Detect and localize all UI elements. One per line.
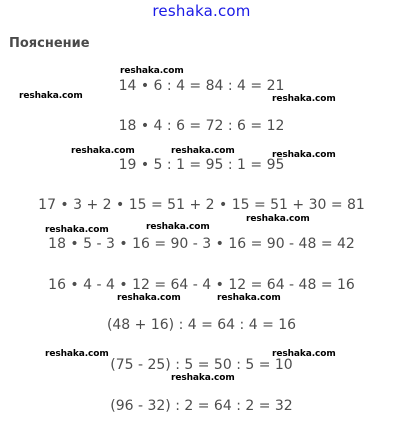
- watermark: reshaka.com: [146, 222, 210, 232]
- equation-7: (48 + 16) : 4 = 64 : 4 = 16: [106, 317, 297, 333]
- watermark: reshaka.com: [272, 94, 336, 104]
- equation-4: 17 • 3 + 2 • 15 = 51 + 2 • 15 = 51 + 30 = 81: [38, 197, 365, 213]
- watermark: reshaka.com: [272, 349, 336, 359]
- watermark: reshaka.com: [171, 146, 235, 156]
- equation-1: 14 • 6 : 4 = 84 : 4 = 21: [118, 78, 285, 94]
- equation-6: 16 • 4 - 4 • 12 = 64 - 4 • 12 = 64 - 48 = 16: [48, 277, 355, 293]
- equation-3: 19 • 5 : 1 = 95 : 1 = 95: [118, 157, 285, 173]
- watermark: reshaka.com: [19, 91, 83, 101]
- watermark: reshaka.com: [217, 293, 281, 303]
- watermark: reshaka.com: [71, 146, 135, 156]
- watermark: reshaka.com: [246, 214, 310, 224]
- watermark: reshaka.com: [272, 150, 336, 160]
- watermark: reshaka.com: [45, 225, 109, 235]
- equation-2: 18 • 4 : 6 = 72 : 6 = 12: [118, 118, 285, 134]
- equation-9: (96 - 32) : 2 = 64 : 2 = 32: [110, 398, 293, 414]
- equation-5: 18 • 5 - 3 • 16 = 90 - 3 • 16 = 90 - 48 = 42: [48, 236, 355, 252]
- watermark: reshaka.com: [117, 293, 181, 303]
- watermark: reshaka.com: [171, 373, 235, 383]
- watermark: reshaka.com: [45, 349, 109, 359]
- site-logo[interactable]: reshaka.com: [152, 2, 251, 20]
- section-heading: Пояснение: [9, 36, 90, 51]
- equation-8: (75 - 25) : 5 = 50 : 5 = 10: [110, 357, 293, 373]
- watermark: reshaka.com: [120, 66, 184, 76]
